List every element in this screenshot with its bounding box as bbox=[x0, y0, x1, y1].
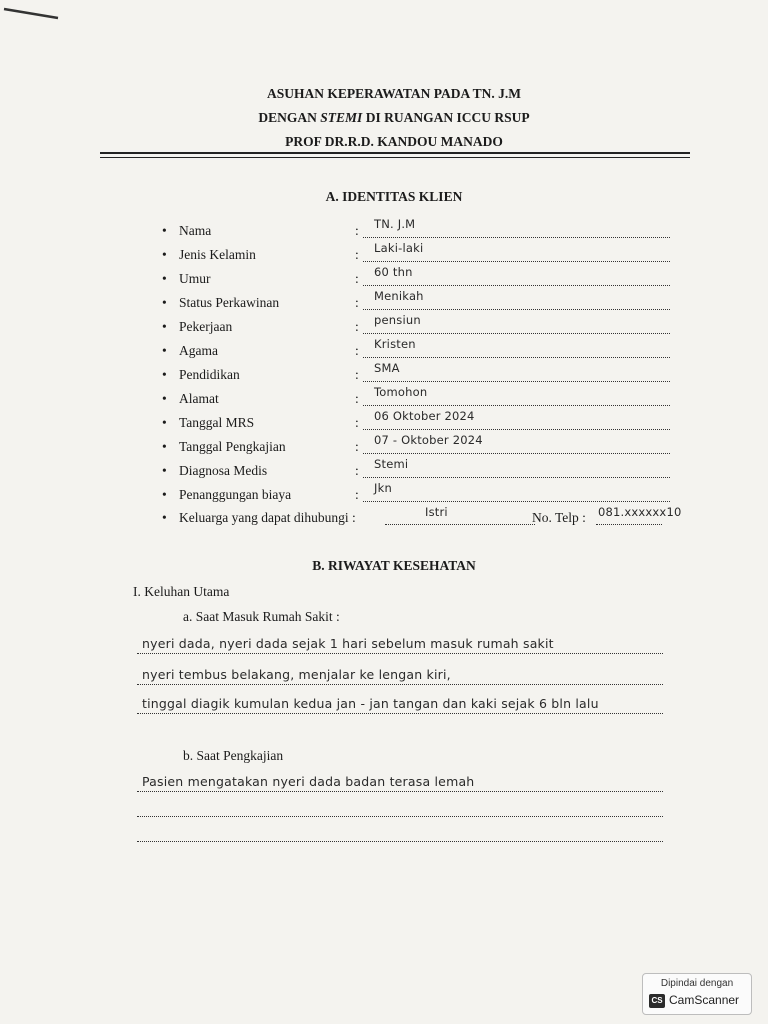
bullet: • bbox=[162, 463, 167, 478]
bullet: • bbox=[162, 247, 167, 262]
answer-text: nyeri dada, nyeri dada sejak 1 hari sebelum masuk rumah sakit bbox=[142, 636, 554, 651]
section-b-title: B. RIWAYAT KESEHATAN bbox=[312, 558, 476, 573]
field-value: pensiun bbox=[374, 313, 421, 327]
field-colon: : bbox=[355, 439, 359, 454]
field-label: Tanggal MRS bbox=[179, 415, 255, 430]
family-contact-row bbox=[160, 505, 700, 532]
answer-text: Pasien mengatakan nyeri dada badan terasa lemah bbox=[142, 774, 475, 789]
answer-line bbox=[137, 652, 663, 654]
field-row bbox=[160, 337, 670, 365]
field-line bbox=[363, 487, 670, 502]
doc-title-line1: ASUHAN KEPERAWATAN PADA TN. J.M bbox=[266, 86, 521, 101]
field-label: Alamat bbox=[179, 391, 219, 406]
keluhan-utama-title: I. Keluhan Utama bbox=[133, 584, 230, 599]
field-value: Menikah bbox=[374, 289, 424, 303]
doc-title-line3: PROF DR.R.D. KANDOU MANADO bbox=[285, 134, 503, 149]
bullet: • bbox=[162, 295, 167, 310]
answer-line bbox=[137, 712, 663, 714]
answer-line bbox=[137, 840, 663, 842]
field-label: Pekerjaan bbox=[179, 319, 233, 334]
field-colon: : bbox=[355, 391, 359, 406]
camscanner-watermark bbox=[642, 973, 752, 1015]
bullet: • bbox=[162, 415, 167, 430]
field-label: Pendidikan bbox=[179, 367, 240, 382]
field-colon: : bbox=[355, 367, 359, 382]
field-value: 07 - Oktober 2024 bbox=[374, 433, 483, 447]
field-label: Umur bbox=[179, 271, 211, 286]
field-row bbox=[160, 433, 670, 461]
phone-label: No. Telp : bbox=[532, 510, 586, 525]
field-row bbox=[160, 457, 670, 485]
watermark-caption: Dipindai dengan bbox=[660, 978, 734, 989]
family-contact-line bbox=[385, 510, 535, 525]
field-label: Tanggal Pengkajian bbox=[179, 439, 286, 454]
field-colon: : bbox=[355, 247, 359, 262]
bullet: • bbox=[162, 487, 167, 502]
field-value: Jkn bbox=[374, 481, 392, 495]
watermark-brand: CamScanner bbox=[669, 993, 740, 1007]
bullet: • bbox=[162, 343, 167, 358]
field-label: Status Perkawinan bbox=[179, 295, 280, 310]
sub-b-title: b. Saat Pengkajian bbox=[183, 748, 284, 763]
answer-line bbox=[137, 683, 663, 685]
field-colon: : bbox=[355, 319, 359, 334]
field-value: Kristen bbox=[374, 337, 416, 351]
field-value: SMA bbox=[374, 361, 400, 375]
section-a-title: A. IDENTITAS KLIEN bbox=[325, 189, 463, 204]
field-colon: : bbox=[355, 487, 359, 502]
bullet: • bbox=[162, 391, 167, 406]
bullet: • bbox=[162, 271, 167, 286]
field-value: TN. J.M bbox=[374, 217, 416, 231]
phone-value: 081.xxxxxx10 bbox=[598, 505, 682, 519]
field-colon: : bbox=[355, 295, 359, 310]
camscanner-logo-icon: CS bbox=[649, 994, 665, 1008]
field-colon: : bbox=[355, 223, 359, 238]
bullet: • bbox=[162, 439, 167, 454]
sub-a-title: a. Saat Masuk Rumah Sakit : bbox=[183, 609, 340, 624]
field-value: 60 thn bbox=[374, 265, 413, 279]
header-rule-thin bbox=[100, 157, 690, 158]
field-row bbox=[160, 241, 670, 269]
answer-text: nyeri tembus belakang, menjalar ke lengan kiri, bbox=[142, 667, 451, 682]
answer-line bbox=[137, 815, 663, 817]
doc-title-line2: DENGAN STEMI DI RUANGAN ICCU RSUP bbox=[258, 110, 530, 125]
field-label: Penanggungan biaya bbox=[179, 487, 292, 502]
bullet: • bbox=[162, 510, 167, 525]
field-row bbox=[160, 481, 670, 509]
family-contact-value: Istri bbox=[425, 505, 448, 519]
field-label: Diagnosa Medis bbox=[179, 463, 268, 478]
field-colon: : bbox=[355, 271, 359, 286]
answer-text: tinggal diagik kumulan kedua jan - jan tangan dan kaki sejak 6 bln lalu bbox=[142, 696, 599, 711]
pen-mark bbox=[2, 6, 62, 20]
bullet: • bbox=[162, 367, 167, 382]
field-value: Tomohon bbox=[374, 385, 428, 399]
family-contact-label: Keluarga yang dapat dihubungi : bbox=[179, 510, 356, 525]
field-line bbox=[363, 367, 670, 382]
field-value: Stemi bbox=[374, 457, 409, 471]
field-value: 06 Oktober 2024 bbox=[374, 409, 475, 423]
bullet: • bbox=[162, 319, 167, 334]
field-colon: : bbox=[355, 343, 359, 358]
field-label: Jenis Kelamin bbox=[179, 247, 256, 262]
field-line bbox=[363, 463, 670, 478]
field-label: Agama bbox=[179, 343, 218, 358]
header-rule-thick bbox=[100, 152, 690, 154]
field-colon: : bbox=[355, 463, 359, 478]
field-colon: : bbox=[355, 415, 359, 430]
field-value: Laki-laki bbox=[374, 241, 424, 255]
answer-line bbox=[137, 790, 663, 792]
field-label: Nama bbox=[179, 223, 212, 238]
bullet: • bbox=[162, 223, 167, 238]
